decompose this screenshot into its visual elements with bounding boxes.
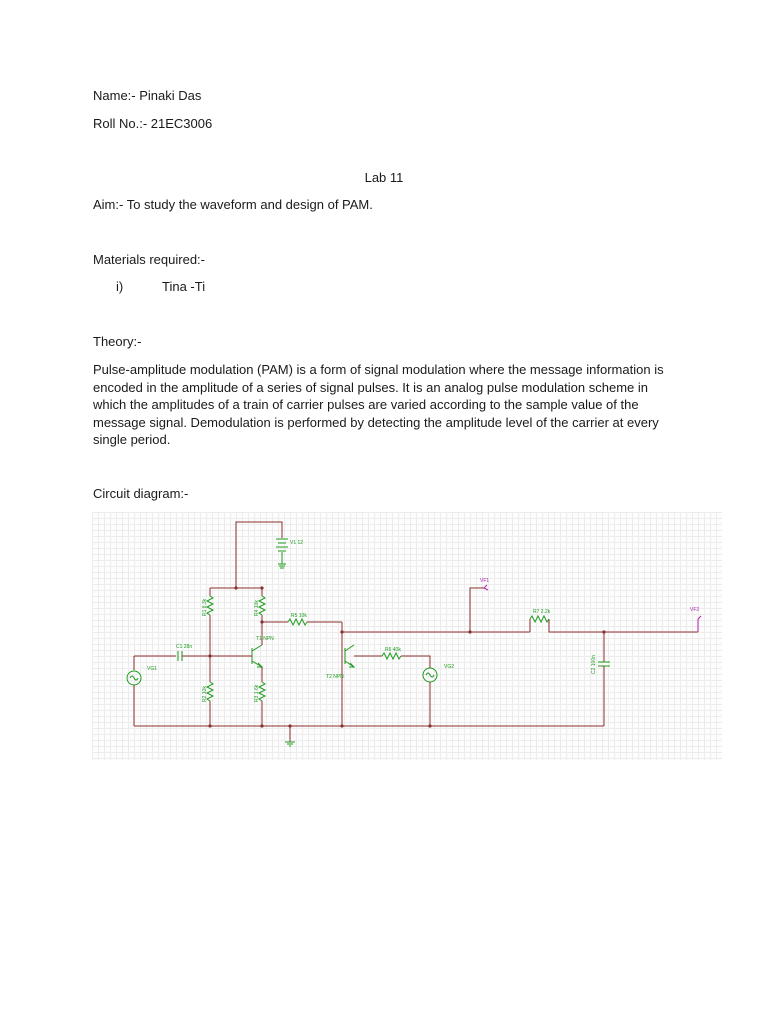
circuit-schematic: [92, 512, 722, 760]
label-t2: T2 NPN: [326, 674, 344, 680]
theory-line: encoded in the amplitude of a series of signal pulses. It is an analog pulse modulation scheme in: [93, 379, 649, 395]
label-r5: R5 10k: [291, 613, 307, 619]
voltmeter-vf2: [698, 616, 701, 632]
theory-line: which the amplitudes of a train of carrier pulses are varied according to the sample value of the: [93, 397, 639, 413]
voltmeter-vf1: [484, 585, 488, 590]
label-t1: T1 NPN: [256, 636, 274, 642]
capacitor-c2: [598, 662, 610, 666]
label-c2: C2 100n: [591, 655, 597, 674]
label-vg2: VG2: [444, 664, 455, 670]
circuit-diagram: [92, 512, 722, 760]
label-v1: V1 12: [290, 540, 304, 546]
label-r4: R4 10k: [254, 600, 260, 616]
label-vf1: VF1: [480, 578, 490, 584]
signal-source-vg2: [423, 668, 437, 682]
materials-heading: Materials required:-: [93, 252, 205, 267]
theory-paragraph: [93, 361, 673, 449]
aim-line: Aim:- To study the waveform and design of PAM.: [93, 197, 373, 212]
label-vg1: VG1: [147, 666, 158, 672]
capacitor-c1: [178, 651, 182, 661]
battery-v1: [276, 539, 288, 568]
theory-heading: Theory:-: [93, 334, 142, 349]
label-r7: R7 2.2k: [533, 609, 551, 615]
transistor-t2: [345, 645, 354, 667]
lab-title: Lab 11: [364, 170, 404, 185]
label-r6: R6 40k: [385, 647, 401, 653]
label-r2: R2 10k: [202, 686, 208, 702]
label-c1: C1 28n: [176, 644, 193, 650]
materials-list-item: [116, 279, 205, 294]
label-vf2: VF2: [690, 607, 700, 613]
theory-line: single period.: [93, 432, 171, 448]
signal-source-vg1: [127, 671, 141, 685]
ground-symbol: [285, 742, 295, 746]
roll-number: Roll No.:- 21EC3006: [93, 116, 213, 131]
list-item-number: i): [116, 279, 124, 294]
circuit-heading: Circuit diagram:-: [93, 486, 189, 501]
student-name: Name:- Pinaki Das: [93, 88, 202, 103]
list-item-text: Tina -Ti: [162, 279, 206, 294]
label-r1: R1 8.3k: [202, 598, 208, 616]
label-r3: R3 1.6k: [254, 684, 260, 702]
transistor-t1: [236, 645, 262, 667]
theory-line: message signal. Demodulation is performed by detecting the amplitude level of the carrier at every: [93, 414, 659, 430]
theory-line: Pulse-amplitude modulation (PAM) is a form of signal modulation where the message information is: [93, 362, 664, 377]
